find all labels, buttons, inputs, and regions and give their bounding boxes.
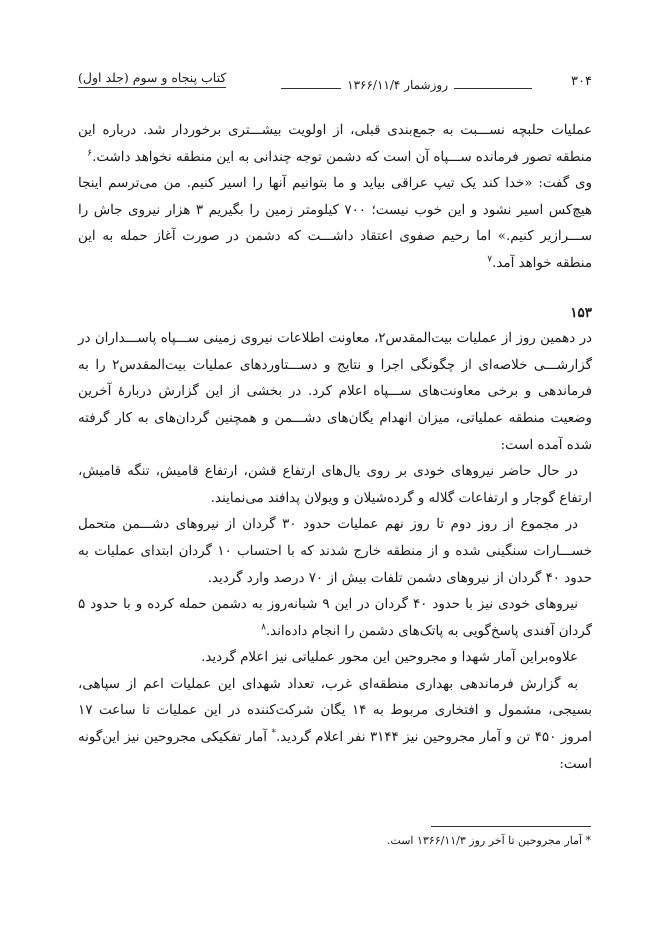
paragraph-text: وی گفت: «خدا کند یک تیپ عراقی بیاید و ما بتوانیم آنها را اسیر کنیم. من می‌ترسم اینجا هیچ‌کس اسیر نشود و این خوب نیست؛ ۷۰۰ کیلومتر زمین را بگیریم ۳ هزار نیروی جاش را ســـرازیر کنیم.» اما رحیم صفوی اعتقاد داشـــت که دشمن در صورت آغاز حمله به این منطقه خواهد آمد. [78, 176, 592, 271]
paragraph-text: نیروهای خودی نیز با حدود ۴۰ گردان در این ۹ شبانه‌روز به دشمن حمله کرده و با حدود ۵ گردان آفندی پاسخ‌گویی به پاتک‌های دشمن را انجام داده‌اند. [78, 597, 592, 639]
header-rule-right [454, 87, 532, 89]
diary-date: روزشمار ۱۳۶۶/۱۱/۴ [347, 78, 448, 92]
footnote-ref: ۶ [87, 148, 93, 159]
footnote-marker: * [585, 834, 591, 847]
paragraph [78, 171, 592, 277]
paragraph: در دهمین روز از عملیات بیت‌المقدس۲، معاونت اطلاعات نیروی زمینی ســـپاه پاســـداران در گزارشـــی خلاصه‌ای از چگونگی اجرا و نتایج و دســـتاوردهای عملیات بیت‌المقدس۲ را به فرماندهی و برخی معاونت‌های ســـپاه اعلام کرد. در بخشی از این گزارش دربارهٔ آخرین وضعیت منطقه عملیاتی، میزان انهدام یگان‌های دشـــمن و همچنین گردان‌های به کار گرفته شده آمده است: [78, 331, 592, 453]
footnote-ref: ۸ [261, 622, 266, 633]
diary-date-group [281, 78, 532, 92]
page-number: ۳۰۴ [571, 74, 592, 89]
body-text [78, 118, 592, 778]
footnote-text: آمار مجروحین تا آخر روز ۱۳۶۶/۱۱/۳ است. [386, 834, 586, 847]
section-number: ۱۵۳ [570, 304, 592, 321]
paragraph [78, 592, 592, 645]
footnote-ref: * [271, 728, 276, 739]
header-rule-left [281, 87, 341, 89]
paragraph-text: آمار تفکیکی مجروحین نیز این‌گونه است: [78, 730, 592, 772]
paragraph [78, 672, 592, 778]
paragraph-text: عملیات حلبچه نســـبت به جمع‌بندی قبلی، از اولویت بیشـــتری برخوردار شد. درباره این منطقه تصور فرمانده ســـپاه آن است که دشمن توجه چندانی به این منطقه نخواهد داشت. [78, 123, 592, 165]
footnote-ref: ۷ [487, 254, 493, 265]
paragraph: در مجموع از روز دوم تا روز نهم عملیات حدود ۳۰ گردان از نیروهای دشـــمن متحمل خســـارات سنگینی شده و از منطقه خارج شدند که با احتساب ۱۰ گردان ابتدای عملیات به حدود ۴۰ گردان از نیروهای دشمن تلفات بیش از ۷۰ درصد وارد گردید. [78, 517, 592, 586]
paragraph-text: به گزارش فرماندهی بهداری منطقه‌ای غرب، تعداد شهدای این عملیات اعم از سپاهی، بسیجی، مشمول و افتخاری مربوط به ۱۴ یگان شرکت‌کننده در این عملیات تا ساعت ۱۷ امروز ۴۵۰ تن و آمار مجروحین نیز ۳۱۴۴ نفر اعلام گردید. [78, 676, 592, 746]
paragraph: در حال حاضر نیروهای خودی بر روی یال‌های ارتفاع قشن، ارتفاع قامیش، تنگه قامیش، ارتفاع گوجار و ارتفاعات گلاله و گرده‌شیلان و ویولان پدافند می‌نمایند. [78, 464, 592, 506]
page-header [78, 70, 592, 100]
paragraph: علاوه‌براین آمار شهدا و مجروحین این محور عملیاتی نیز اعلام گردید. [201, 650, 578, 666]
footnote [77, 832, 591, 850]
paragraph [78, 118, 592, 171]
book-title: کتاب پنجاه و سوم (جلد اول) [78, 70, 226, 88]
footnote-divider [431, 826, 591, 827]
